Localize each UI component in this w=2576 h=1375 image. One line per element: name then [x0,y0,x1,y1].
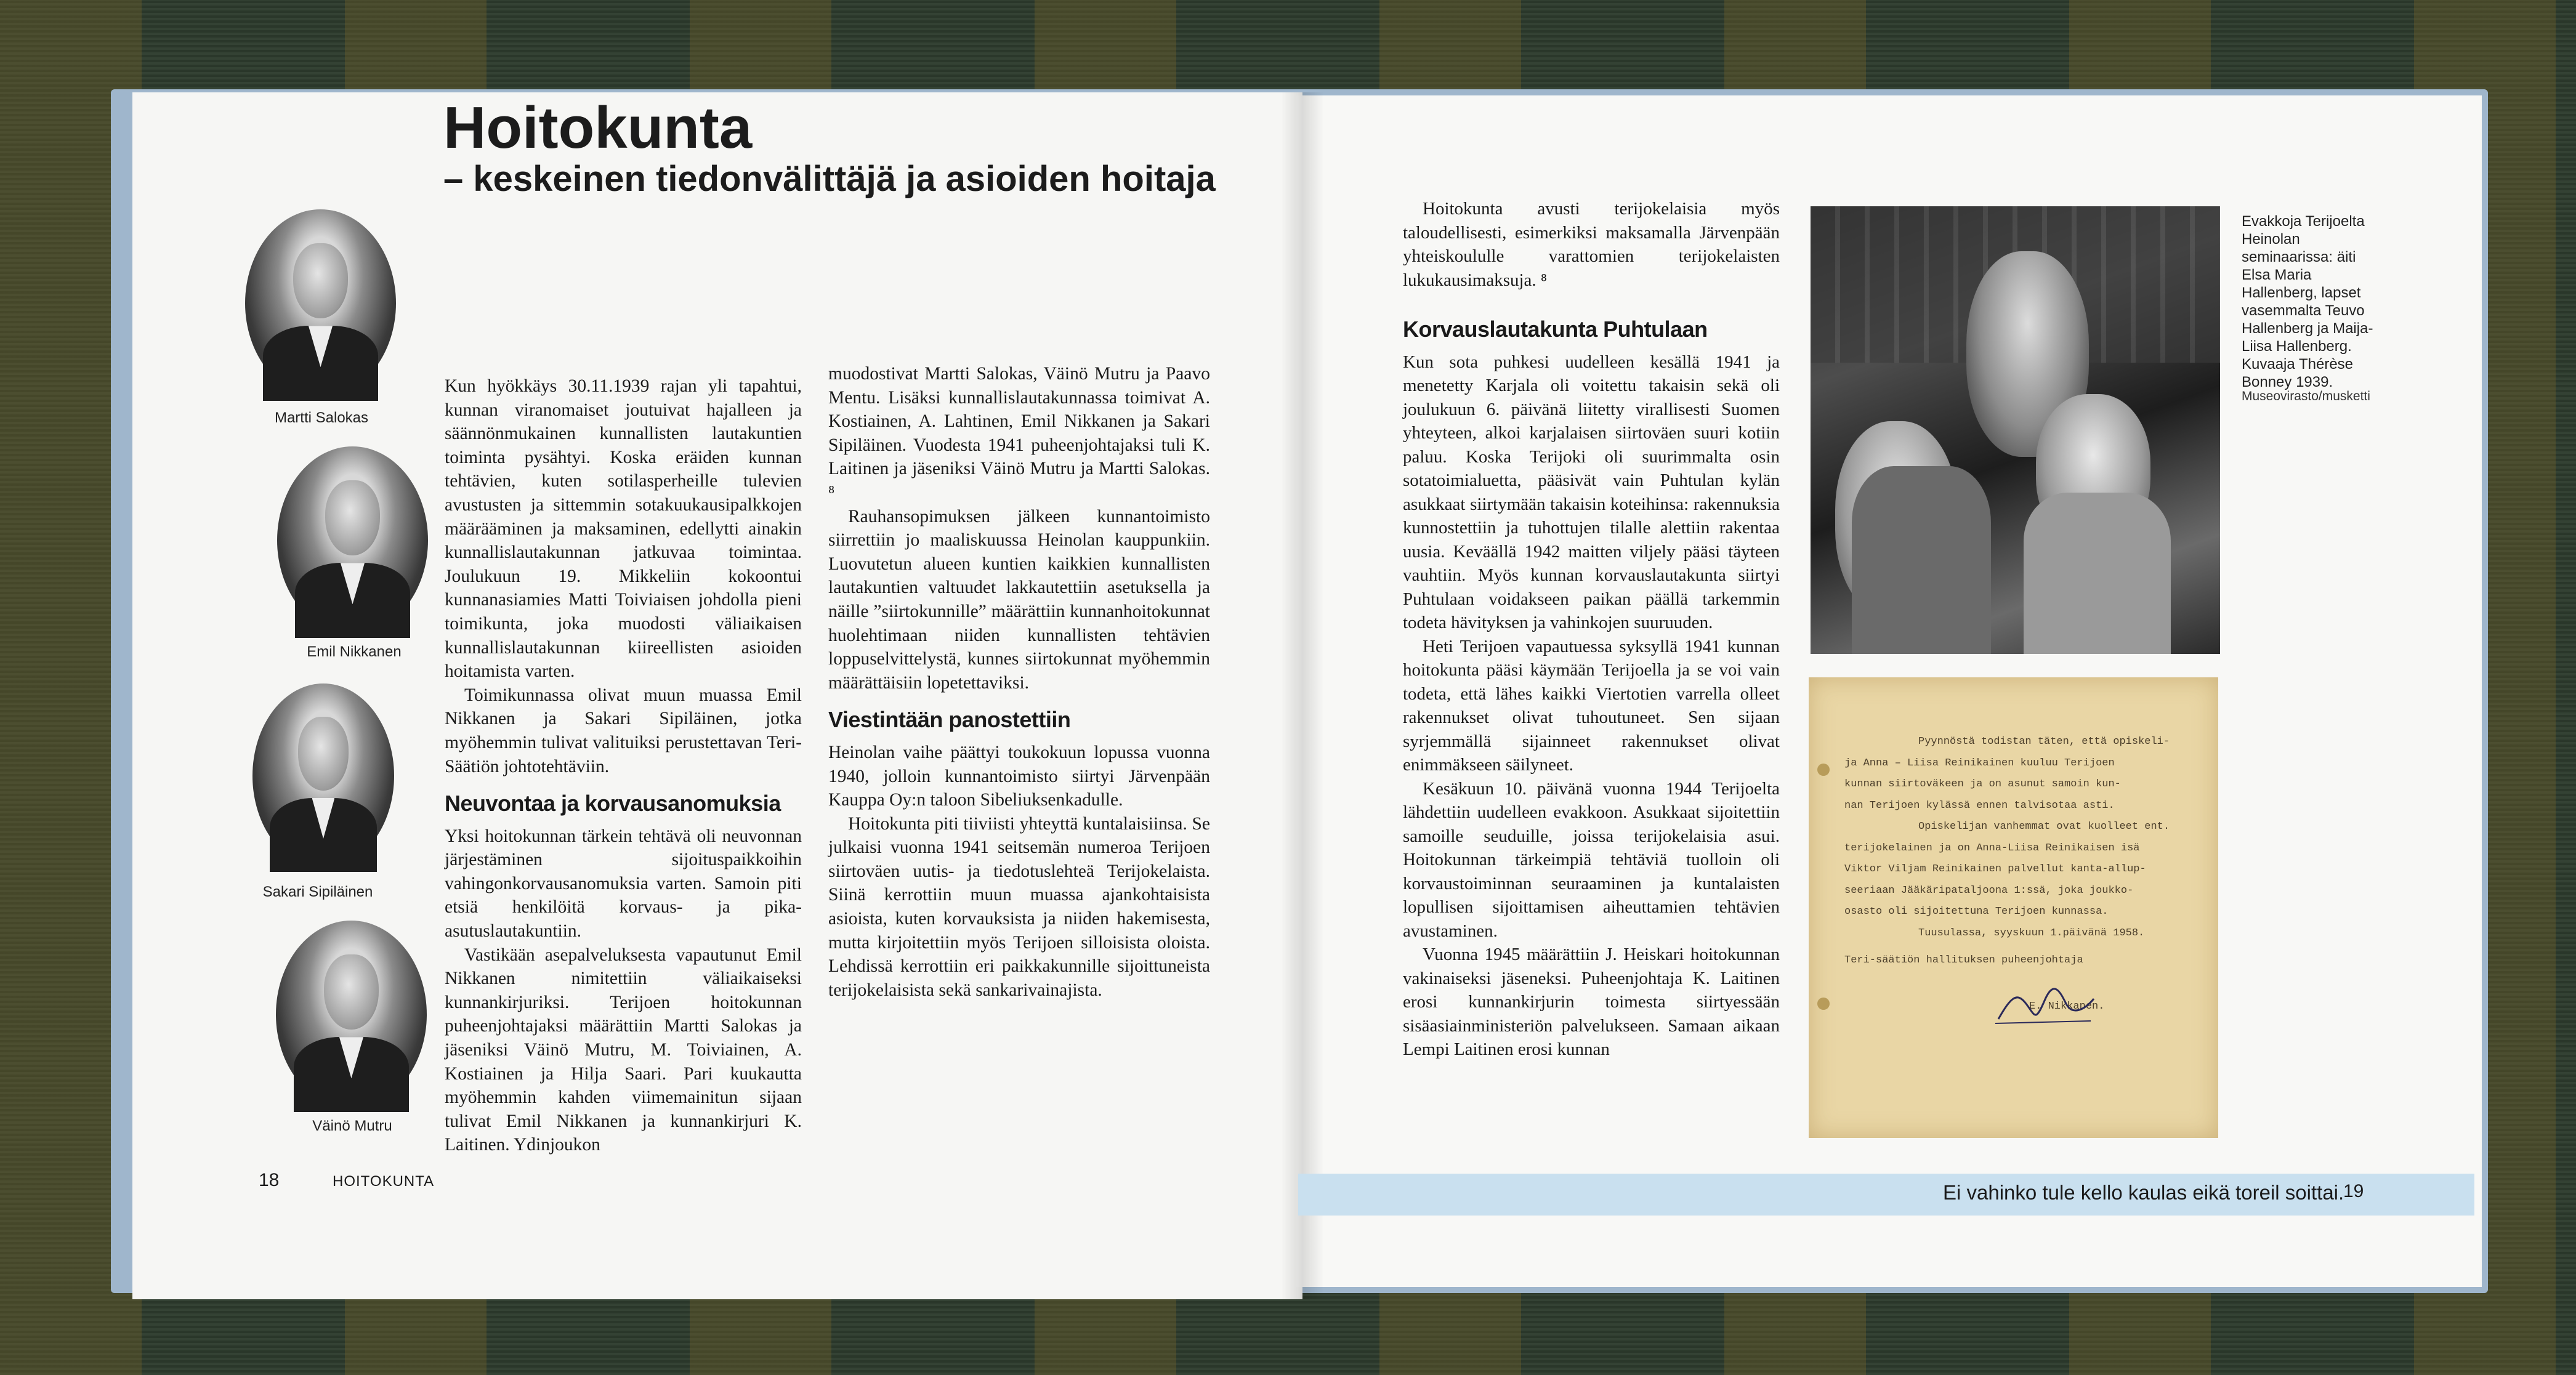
portrait-caption: Väinö Mutru [312,1118,392,1134]
page-number: 19 [2343,1181,2364,1201]
photo-credit: Museovirasto/musketti [2242,389,2370,403]
portrait-caption: Emil Nikkanen [307,643,402,660]
book-gutter [1281,92,1324,1299]
document-line: Opiskelijan vanhemmat ovat kuolleet ent. [1918,821,2170,833]
portrait-martti-salokas [245,209,396,397]
article-column-3 [1403,197,1780,1062]
paragraph: Kun hyökkäys 30.11.1939 rajan yli tapahtui, kunnan viranomaiset joutuivat hajalleen ja säännönmukainen kunnallisten lautakuntien toiminta pysähtyi. Koska eräiden kunnan tehtävien, kuten sotilasperheille tulevien avustusten ja sittemmin sotakuukausipalkkojen määrääminen ja maksaminen, edellytti ainakin kunnallislautakunnan jatkuvaa toimintaa. Joulukuun 19. Mikkeliin kokoontui kunnanasiamies Matti Toiviaisen johdolla pieni toimikunta, joka muodosti väliaikaisen kunnallislautakunnan kiireellisten asioiden hoitamista varten. [445,376,802,682]
footer-quote: Ei vahinko tule kello kaulas eikä toreil soittai. [1943,1181,2344,1204]
paragraph: Heti Terijoen vapautuessa syksyllä 1941 kunnan hoitokunta pääsi käymään Terijoella ja se voi vain todeta, että lähes kaikki Viertotien varrella olleet rakennukset olivat tuhoutuneet. Sen sijaan syrjemmällä sijainneet rakennukset olivat enimmäkseen säilyneet. [1403,636,1780,775]
document-line: seeriaan Jääkäripataljoona 1:ssä, joka joukko- [1844,884,2134,897]
page-number: 18 [259,1170,280,1190]
document-line: osasto oli sijoitettuna Terijoen kunnassa. [1844,906,2109,917]
paragraph: Heinolan vaihe päättyi toukokuun lopussa vuonna 1940, jolloin kunnantoimisto siirtyi Järvenpään Kauppa Oy:n taloon Sibeliuksenkadulle. [828,742,1210,810]
paragraph: Rauhansopimuksen jälkeen kunnantoimisto siirrettiin jo maaliskuussa Heinolan kauppunkiin. Luovutetun alueen kuntien kaikkien kunnallisten lautakuntien valtuudet lakkautettiin asetuksella ja näille ”siirtokunnille” määrättiin kunnanhoitokunnat huolehtimaan niiden kunnallisten tehtävien loppuselvittelystä, kunnes siirtokunnat myöhemmin määrättäisiin lopetettaviksi. [828,506,1210,693]
paragraph: Kun sota puhkesi uudelleen kesällä 1941 ja menetetty Karjala oli voitettu takaisin sekä oli joulukuun 6. päivänä liitetty virallisesti Suomen yhteyteen, alkoi karjalaisen siirtoväen suuri kotiin paluu. Koska Terijoki oli suurimmalta osin sotatoimialuetta, pääsivät vain Puhtulan kylän asukkaat siirtymään takaisin koteihinsa: rakennuksia kunnostettiin ja tuhottujen tilalle alettiin rakentaa uusia. Keväällä 1942 maitten viljely pääsi täyteen vauhtiin. Myös kunnan korvauslautakunta siirtyi Puhtulaan voidakseen paikan päällä tarkemmin todeta hävityksen ja vahinkojen suuruuden. [1403,352,1780,632]
photo-caption: Evakkoja Terijoelta Heinolan seminaarissa: äiti Elsa Maria Hallenberg, lapset vasemmalta Teuvo Hallenberg ja Maija-Liisa Hallenberg. Kuvaaja Thérèse Bonney 1939. [2242,213,2373,390]
section-heading: Korvauslautakunta Puhtulaan [1403,317,1708,342]
running-head: HOITOKUNTA [333,1173,435,1190]
page-title: Hoitokunta [443,95,753,161]
document-line: E. Nikkanen. [2029,1000,2105,1012]
paragraph: Vastikään asepalveluksesta vapautunut Emil Nikkanen nimitettiin väliaikaiseksi kunnankirjuriksi. Terijoen hoitokunnan puheenjohtajaksi määrättiin Martti Salokas ja jäseniksi Väinö Mutru, M. Toiviainen, A. Kostiainen ja Hilja Saari. Pari kuukautta myöhemmin kahden viimemainitun sijaan tulivat Emil Nikkanen ja kunnankirjuri K. Laitinen. Ydinjoukon [445,945,802,1155]
portrait-caption: Sakari Sipiläinen [262,884,373,900]
portrait-sakari-sipilainen [252,683,394,868]
document-line: kunnan siirtoväkeen ja on asunut samoin kun- [1844,778,2121,790]
paragraph: Vuonna 1945 määrättiin J. Heiskari hoitokunnan vakinaiseksi jäseneksi. Puheenjohtaja K. Laitinen erosi kunnankirjurin toimesta siirtyessään sisäasiainministeriön palvelukseen. Samaan aikaan Lempi Laitinen erosi kunnan [1403,945,1780,1059]
document-line: nan Terijoen kylässä ennen talvisotaa asti. [1844,799,2115,812]
portrait-vaino-mutru [276,921,427,1108]
document-line: Pyynnöstä todistan täten, että opiskeli- [1918,736,2170,748]
section-heading: Neuvontaa ja korvausanomuksia [445,791,781,817]
page-subtitle: – keskeinen tiedonvälittäjä ja asioiden hoitaja [443,159,1216,199]
article-column-2 [828,362,1210,1002]
paragraph: muodostivat Martti Salokas, Väinö Mutru ja Paavo Mentu. Lisäksi kunnallislautakunnassa toimivat A. Kostiainen, A. Lahtinen, Emil Nikkanen ja Sakari Sipiläinen. Vuodesta 1941 puheenjohtajaksi tuli K. Laitinen ja jäseniksi Väinö Mutru ja Martti Salokas. ⁸ [828,364,1210,502]
document-line: terijokelainen ja on Anna-Liisa Reinikaisen isä [1844,842,2140,854]
paragraph: Hoitokunta piti tiiviisti yhteyttä kuntalaisiinsa. Se julkaisi vuonna 1941 seitsemän numeroa Terijoen siirtoväen uutis- ja tiedotuslehteä Terijokelaista. Siinä kerrottiin muun muassa ajankohtaisista asioista, kuten korvauksista ja niiden hakemisesta, mutta kirjoitettiin myös Terijoen silloisista oloista. Lehdissä kerrottiin eri paikkakunnille sijoittuneista terijokelaisista sekä sankarivainajista. [828,813,1210,1000]
document-line: Teri-säätiön hallituksen puheenjohtaja [1844,954,2083,966]
article-column-1 [445,374,802,1157]
paragraph: Yksi hoitokunnan tärkein tehtävä oli neuvonnan järjestäminen sijoituspaikkoihin vahingonkorvausanomuksia varten. Samoin piti etsiä henkilöitä korvaus- ja pika-asutuslautakuntiin. [445,826,802,942]
portrait-caption: Martti Salokas [274,409,369,426]
typed-certificate-document [1809,677,2218,1138]
evacuee-family-photo [1811,206,2220,654]
document-line: Tuusulassa, syyskuun 1.päivänä 1958. [1918,927,2145,939]
paragraph: Kesäkuun 10. päivänä vuonna 1944 Terijoelta lähdettiin uudelleen evakkoon. Asukkaat sijoitettiin samoille seuduille, joissa terijokelaisia asui. Hoitokunnan tärkeimpiä tehtäviä tuolloin oli korvaustoiminnan seuraaminen ja kuntalaisten lopullisen sijoittamisen aiheuttamien tehtävien avustaminen. [1403,778,1780,941]
handwritten-signature [1992,985,2097,1028]
paragraph: Hoitokunta avusti terijokelaisia myös taloudellisesti, esimerkiksi maksamalla Järvenpään yhteiskoululle varattomien terijokelaisten lukukausimaksuja. ⁸ [1403,199,1780,290]
portrait-emil-nikkanen [277,446,428,634]
document-line: ja Anna – Liisa Reinikainen kuuluu Terijoen [1844,757,2115,769]
document-line: Viktor Viljam Reinikainen palvellut kanta-allup- [1844,863,2146,875]
paragraph: Toimikunnassa olivat muun muassa Emil Nikkanen ja Sakari Sipiläinen, jotka myöhemmin tulivat valituiksi perustettavan Teri-Säätiön johtotehtäviin. [445,685,802,776]
section-heading: Viestintään panostettiin [828,707,1071,733]
